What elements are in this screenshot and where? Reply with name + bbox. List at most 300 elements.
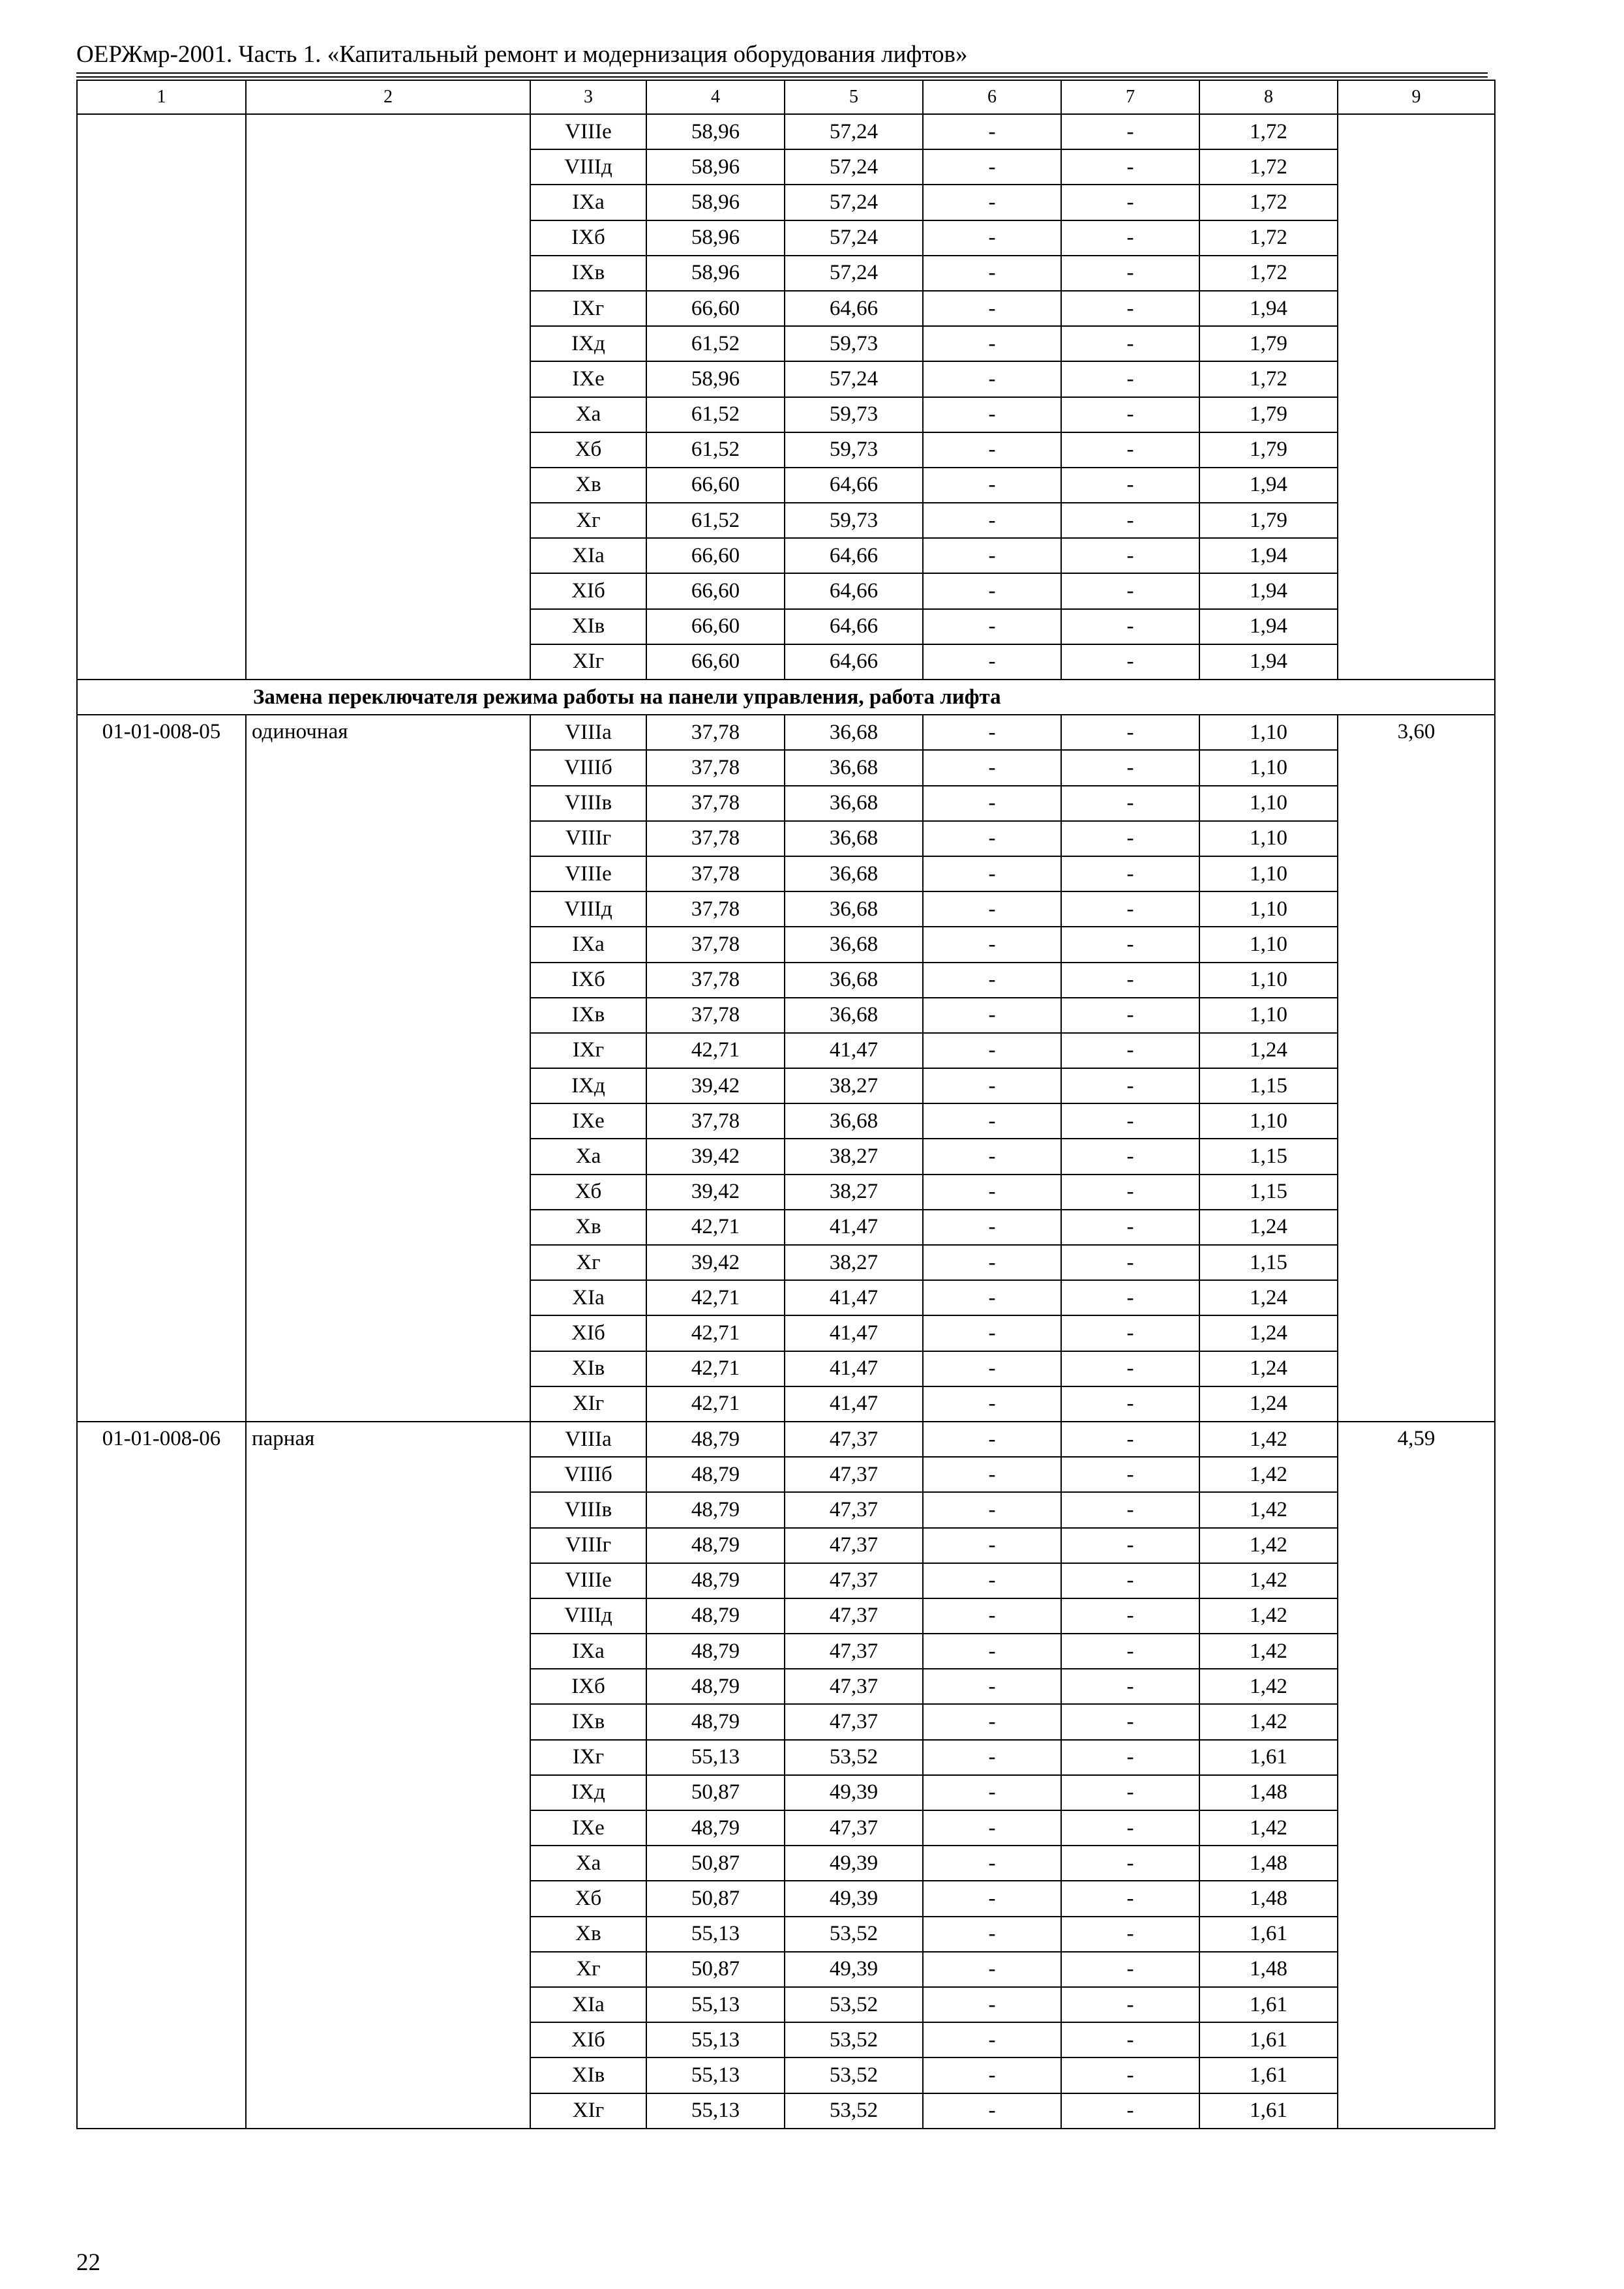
machines-cell: - <box>923 1704 1061 1739</box>
materials-cell: 1,42 <box>1199 1634 1338 1669</box>
materials-cell: 1,42 <box>1199 1492 1338 1527</box>
direct-cost-cell: 50,87 <box>646 1775 785 1810</box>
machinist-wages-cell: - <box>1061 1775 1199 1810</box>
materials-cell: 1,94 <box>1199 573 1338 608</box>
section-title: Замена переключателя режима работы на панели управления, работа лифта <box>77 680 1495 715</box>
machines-cell: - <box>923 397 1061 432</box>
machinist-wages-cell: - <box>1061 2093 1199 2129</box>
direct-cost-cell: 39,42 <box>646 1139 785 1174</box>
zone-cell: VIIIг <box>530 821 646 856</box>
zone-cell: VIIIв <box>530 786 646 821</box>
header-rule-double <box>76 76 1488 78</box>
materials-cell: 1,10 <box>1199 927 1338 962</box>
machinist-wages-cell: - <box>1061 1245 1199 1280</box>
wages-cell: 41,47 <box>785 1386 923 1422</box>
direct-cost-cell: 55,13 <box>646 2093 785 2129</box>
column-number: 2 <box>246 80 530 114</box>
wages-cell: 38,27 <box>785 1139 923 1174</box>
machinist-wages-cell: - <box>1061 715 1199 750</box>
machines-cell: - <box>923 1139 1061 1174</box>
wages-cell: 49,39 <box>785 1952 923 1987</box>
zone-cell: IXе <box>530 1103 646 1139</box>
machines-cell: - <box>923 963 1061 998</box>
machinist-wages-cell: - <box>1061 538 1199 573</box>
code-cell: 01-01-008-06 <box>77 1422 246 2129</box>
machinist-wages-cell: - <box>1061 1846 1199 1881</box>
wages-cell: 41,47 <box>785 1315 923 1351</box>
zone-cell: VIIIб <box>530 750 646 785</box>
direct-cost-cell: 37,78 <box>646 963 785 998</box>
zone-cell: IXд <box>530 326 646 361</box>
wages-cell: 41,47 <box>785 1210 923 1245</box>
materials-cell: 1,61 <box>1199 2022 1338 2057</box>
col9-cell: 3,60 <box>1338 715 1495 1422</box>
machinist-wages-cell: - <box>1061 1952 1199 1987</box>
machinist-wages-cell: - <box>1061 750 1199 785</box>
machinist-wages-cell: - <box>1061 1139 1199 1174</box>
zone-cell: XIа <box>530 538 646 573</box>
zone-cell: Xв <box>530 1210 646 1245</box>
machines-cell: - <box>923 1033 1061 1068</box>
machinist-wages-cell: - <box>1061 1174 1199 1210</box>
machinist-wages-cell: - <box>1061 573 1199 608</box>
wages-cell: 47,37 <box>785 1563 923 1598</box>
wages-cell: 36,68 <box>785 891 923 927</box>
materials-cell: 1,48 <box>1199 1775 1338 1810</box>
direct-cost-cell: 55,13 <box>646 1740 785 1775</box>
direct-cost-cell: 58,96 <box>646 185 785 220</box>
machinist-wages-cell: - <box>1061 432 1199 468</box>
direct-cost-cell: 42,71 <box>646 1210 785 1245</box>
wages-cell: 53,52 <box>785 2093 923 2129</box>
page-number: 22 <box>76 2249 100 2276</box>
wages-cell: 53,52 <box>785 1987 923 2022</box>
wages-cell: 59,73 <box>785 397 923 432</box>
column-number: 3 <box>530 80 646 114</box>
name-cell <box>246 114 530 680</box>
machinist-wages-cell: - <box>1061 1528 1199 1563</box>
machines-cell: - <box>923 1280 1061 1315</box>
machinist-wages-cell: - <box>1061 786 1199 821</box>
wages-cell: 38,27 <box>785 1174 923 1210</box>
wages-cell: 36,68 <box>785 998 923 1033</box>
machines-cell: - <box>923 1846 1061 1881</box>
zone-cell: IXе <box>530 361 646 396</box>
machinist-wages-cell: - <box>1061 609 1199 644</box>
materials-cell: 1,10 <box>1199 998 1338 1033</box>
direct-cost-cell: 42,71 <box>646 1033 785 1068</box>
zone-cell: Xа <box>530 1139 646 1174</box>
zone-cell: Xб <box>530 1881 646 1916</box>
materials-cell: 1,72 <box>1199 361 1338 396</box>
machinist-wages-cell: - <box>1061 114 1199 149</box>
wages-cell: 36,68 <box>785 963 923 998</box>
zone-cell: IXг <box>530 1033 646 1068</box>
zone-cell: VIIIд <box>530 149 646 185</box>
materials-cell: 1,15 <box>1199 1245 1338 1280</box>
materials-cell: 1,42 <box>1199 1457 1338 1492</box>
machinist-wages-cell: - <box>1061 1457 1199 1492</box>
zone-cell: VIIIа <box>530 715 646 750</box>
direct-cost-cell: 37,78 <box>646 891 785 927</box>
machinist-wages-cell: - <box>1061 361 1199 396</box>
machines-cell: - <box>923 1917 1061 1952</box>
direct-cost-cell: 48,79 <box>646 1669 785 1704</box>
materials-cell: 1,42 <box>1199 1528 1338 1563</box>
machinist-wages-cell: - <box>1061 1810 1199 1846</box>
wages-cell: 36,68 <box>785 750 923 785</box>
direct-cost-cell: 48,79 <box>646 1563 785 1598</box>
materials-cell: 1,15 <box>1199 1068 1338 1103</box>
direct-cost-cell: 66,60 <box>646 538 785 573</box>
materials-cell: 1,79 <box>1199 432 1338 468</box>
machinist-wages-cell: - <box>1061 1280 1199 1315</box>
wages-cell: 47,37 <box>785 1634 923 1669</box>
zone-cell: IXд <box>530 1068 646 1103</box>
direct-cost-cell: 55,13 <box>646 2057 785 2093</box>
machinist-wages-cell: - <box>1061 1068 1199 1103</box>
materials-cell: 1,24 <box>1199 1033 1338 1068</box>
direct-cost-cell: 55,13 <box>646 2022 785 2057</box>
zone-cell: VIIIе <box>530 1563 646 1598</box>
machinist-wages-cell: - <box>1061 963 1199 998</box>
wages-cell: 64,66 <box>785 538 923 573</box>
direct-cost-cell: 37,78 <box>646 856 785 891</box>
wages-cell: 47,37 <box>785 1492 923 1527</box>
machinist-wages-cell: - <box>1061 326 1199 361</box>
name-cell: одиночная <box>246 715 530 1422</box>
table-row <box>77 715 1495 750</box>
zone-cell: Xв <box>530 468 646 503</box>
column-number: 1 <box>77 80 246 114</box>
zone-cell: XIб <box>530 1315 646 1351</box>
direct-cost-cell: 42,71 <box>646 1386 785 1422</box>
machinist-wages-cell: - <box>1061 468 1199 503</box>
page-header: ОЕРЖмр-2001. Часть 1. «Капитальный ремонт и модернизация оборудования лифтов» <box>76 41 968 68</box>
wages-cell: 64,66 <box>785 609 923 644</box>
zone-cell: Xб <box>530 1174 646 1210</box>
wages-cell: 47,37 <box>785 1528 923 1563</box>
wages-cell: 53,52 <box>785 1917 923 1952</box>
direct-cost-cell: 37,78 <box>646 750 785 785</box>
wages-cell: 41,47 <box>785 1280 923 1315</box>
machines-cell: - <box>923 609 1061 644</box>
machines-cell: - <box>923 114 1061 149</box>
materials-cell: 1,10 <box>1199 963 1338 998</box>
machines-cell: - <box>923 361 1061 396</box>
materials-cell: 1,72 <box>1199 220 1338 256</box>
direct-cost-cell: 66,60 <box>646 573 785 608</box>
zone-cell: XIг <box>530 1386 646 1422</box>
direct-cost-cell: 50,87 <box>646 1846 785 1881</box>
wages-cell: 47,37 <box>785 1669 923 1704</box>
wages-cell: 64,66 <box>785 291 923 326</box>
zone-cell: XIб <box>530 573 646 608</box>
column-number: 5 <box>785 80 923 114</box>
direct-cost-cell: 48,79 <box>646 1634 785 1669</box>
zone-cell: Xг <box>530 1952 646 1987</box>
machinist-wages-cell: - <box>1061 927 1199 962</box>
machinist-wages-cell: - <box>1061 1033 1199 1068</box>
column-number: 4 <box>646 80 785 114</box>
machines-cell: - <box>923 326 1061 361</box>
zone-cell: IXд <box>530 1775 646 1810</box>
machinist-wages-cell: - <box>1061 1740 1199 1775</box>
materials-cell: 1,10 <box>1199 1103 1338 1139</box>
direct-cost-cell: 39,42 <box>646 1245 785 1280</box>
direct-cost-cell: 66,60 <box>646 609 785 644</box>
materials-cell: 1,72 <box>1199 185 1338 220</box>
direct-cost-cell: 58,96 <box>646 256 785 291</box>
wages-cell: 36,68 <box>785 786 923 821</box>
materials-cell: 1,24 <box>1199 1280 1338 1315</box>
zone-cell: IXб <box>530 963 646 998</box>
machines-cell: - <box>923 644 1061 680</box>
materials-cell: 1,94 <box>1199 609 1338 644</box>
materials-cell: 1,61 <box>1199 2093 1338 2129</box>
machines-cell: - <box>923 1634 1061 1669</box>
machinist-wages-cell: - <box>1061 1492 1199 1527</box>
machinist-wages-cell: - <box>1061 1210 1199 1245</box>
direct-cost-cell: 66,60 <box>646 291 785 326</box>
direct-cost-cell: 50,87 <box>646 1881 785 1916</box>
zone-cell: VIIIб <box>530 1457 646 1492</box>
wages-cell: 47,37 <box>785 1810 923 1846</box>
direct-cost-cell: 58,96 <box>646 220 785 256</box>
materials-cell: 1,61 <box>1199 2057 1338 2093</box>
wages-cell: 57,24 <box>785 361 923 396</box>
materials-cell: 1,42 <box>1199 1598 1338 1634</box>
wages-cell: 59,73 <box>785 503 923 538</box>
zone-cell: Xа <box>530 397 646 432</box>
machines-cell: - <box>923 1174 1061 1210</box>
wages-cell: 53,52 <box>785 2022 923 2057</box>
zone-cell: Xг <box>530 1245 646 1280</box>
machines-cell: - <box>923 821 1061 856</box>
direct-cost-cell: 66,60 <box>646 468 785 503</box>
zone-cell: VIIIд <box>530 1598 646 1634</box>
materials-cell: 1,10 <box>1199 821 1338 856</box>
wages-cell: 57,24 <box>785 185 923 220</box>
wages-cell: 53,52 <box>785 1740 923 1775</box>
wages-cell: 64,66 <box>785 468 923 503</box>
machines-cell: - <box>923 1563 1061 1598</box>
machines-cell: - <box>923 998 1061 1033</box>
zone-cell: XIа <box>530 1280 646 1315</box>
materials-cell: 1,72 <box>1199 149 1338 185</box>
zone-cell: XIв <box>530 1351 646 1386</box>
wages-cell: 64,66 <box>785 573 923 608</box>
machines-cell: - <box>923 1386 1061 1422</box>
wages-cell: 41,47 <box>785 1033 923 1068</box>
machines-cell: - <box>923 750 1061 785</box>
table-row <box>77 1422 1495 1457</box>
direct-cost-cell: 48,79 <box>646 1528 785 1563</box>
machines-cell: - <box>923 1351 1061 1386</box>
materials-cell: 1,94 <box>1199 644 1338 680</box>
wages-cell: 47,37 <box>785 1422 923 1457</box>
direct-cost-cell: 42,71 <box>646 1315 785 1351</box>
zone-cell: XIв <box>530 2057 646 2093</box>
wages-cell: 59,73 <box>785 326 923 361</box>
wages-cell: 59,73 <box>785 432 923 468</box>
direct-cost-cell: 48,79 <box>646 1422 785 1457</box>
materials-cell: 1,61 <box>1199 1917 1338 1952</box>
wages-cell: 36,68 <box>785 821 923 856</box>
code-cell <box>77 114 246 680</box>
zone-cell: XIг <box>530 644 646 680</box>
machinist-wages-cell: - <box>1061 185 1199 220</box>
wages-cell: 64,66 <box>785 644 923 680</box>
materials-cell: 1,61 <box>1199 1987 1338 2022</box>
wages-cell: 53,52 <box>785 2057 923 2093</box>
wages-cell: 36,68 <box>785 927 923 962</box>
machinist-wages-cell: - <box>1061 1598 1199 1634</box>
direct-cost-cell: 58,96 <box>646 149 785 185</box>
direct-cost-cell: 48,79 <box>646 1492 785 1527</box>
direct-cost-cell: 58,96 <box>646 114 785 149</box>
machines-cell: - <box>923 220 1061 256</box>
direct-cost-cell: 48,79 <box>646 1598 785 1634</box>
materials-cell: 1,10 <box>1199 750 1338 785</box>
wages-cell: 49,39 <box>785 1775 923 1810</box>
wages-cell: 47,37 <box>785 1598 923 1634</box>
machinist-wages-cell: - <box>1061 1422 1199 1457</box>
machines-cell: - <box>923 185 1061 220</box>
machines-cell: - <box>923 1881 1061 1916</box>
zone-cell: XIа <box>530 1987 646 2022</box>
machines-cell: - <box>923 2093 1061 2129</box>
machinist-wages-cell: - <box>1061 256 1199 291</box>
column-number: 7 <box>1061 80 1199 114</box>
wages-cell: 49,39 <box>785 1881 923 1916</box>
machinist-wages-cell: - <box>1061 891 1199 927</box>
wages-cell: 57,24 <box>785 149 923 185</box>
materials-cell: 1,48 <box>1199 1846 1338 1881</box>
machinist-wages-cell: - <box>1061 1917 1199 1952</box>
zone-cell: IXв <box>530 998 646 1033</box>
column-number: 9 <box>1338 80 1495 114</box>
materials-cell: 1,42 <box>1199 1669 1338 1704</box>
zone-cell: IXв <box>530 1704 646 1739</box>
materials-cell: 1,48 <box>1199 1952 1338 1987</box>
materials-cell: 1,42 <box>1199 1563 1338 1598</box>
col9-cell: 4,59 <box>1338 1422 1495 2129</box>
direct-cost-cell: 37,78 <box>646 786 785 821</box>
direct-cost-cell: 61,52 <box>646 397 785 432</box>
table-row <box>77 114 1495 149</box>
wages-cell: 36,68 <box>785 715 923 750</box>
machines-cell: - <box>923 1245 1061 1280</box>
materials-cell: 1,15 <box>1199 1139 1338 1174</box>
machines-cell: - <box>923 891 1061 927</box>
direct-cost-cell: 50,87 <box>646 1952 785 1987</box>
machines-cell: - <box>923 256 1061 291</box>
zone-cell: XIв <box>530 609 646 644</box>
machinist-wages-cell: - <box>1061 1386 1199 1422</box>
wages-cell: 47,37 <box>785 1704 923 1739</box>
direct-cost-cell: 61,52 <box>646 326 785 361</box>
materials-cell: 1,72 <box>1199 256 1338 291</box>
machines-cell: - <box>923 1810 1061 1846</box>
machines-cell: - <box>923 573 1061 608</box>
rates-table-body <box>77 80 1495 2129</box>
machines-cell: - <box>923 432 1061 468</box>
col9-cell <box>1338 114 1495 680</box>
direct-cost-cell: 37,78 <box>646 927 785 962</box>
materials-cell: 1,42 <box>1199 1810 1338 1846</box>
materials-cell: 1,79 <box>1199 503 1338 538</box>
machinist-wages-cell: - <box>1061 149 1199 185</box>
machinist-wages-cell: - <box>1061 1634 1199 1669</box>
column-number: 8 <box>1199 80 1338 114</box>
machinist-wages-cell: - <box>1061 2057 1199 2093</box>
machines-cell: - <box>923 149 1061 185</box>
direct-cost-cell: 37,78 <box>646 1103 785 1139</box>
machinist-wages-cell: - <box>1061 856 1199 891</box>
materials-cell: 1,42 <box>1199 1422 1338 1457</box>
machines-cell: - <box>923 503 1061 538</box>
direct-cost-cell: 37,78 <box>646 715 785 750</box>
materials-cell: 1,42 <box>1199 1704 1338 1739</box>
materials-cell: 1,94 <box>1199 468 1338 503</box>
machines-cell: - <box>923 786 1061 821</box>
zone-cell: VIIIв <box>530 1492 646 1527</box>
zone-cell: IXа <box>530 1634 646 1669</box>
machinist-wages-cell: - <box>1061 1351 1199 1386</box>
materials-cell: 1,10 <box>1199 856 1338 891</box>
column-number-row <box>77 80 1495 114</box>
zone-cell: IXа <box>530 927 646 962</box>
machinist-wages-cell: - <box>1061 1704 1199 1739</box>
materials-cell: 1,79 <box>1199 397 1338 432</box>
materials-cell: 1,94 <box>1199 538 1338 573</box>
direct-cost-cell: 48,79 <box>646 1810 785 1846</box>
wages-cell: 57,24 <box>785 114 923 149</box>
machines-cell: - <box>923 1315 1061 1351</box>
name-cell: парная <box>246 1422 530 2129</box>
direct-cost-cell: 66,60 <box>646 644 785 680</box>
direct-cost-cell: 48,79 <box>646 1457 785 1492</box>
machines-cell: - <box>923 2022 1061 2057</box>
machines-cell: - <box>923 2057 1061 2093</box>
direct-cost-cell: 58,96 <box>646 361 785 396</box>
zone-cell: Xв <box>530 1917 646 1952</box>
machines-cell: - <box>923 1952 1061 1987</box>
machinist-wages-cell: - <box>1061 998 1199 1033</box>
direct-cost-cell: 61,52 <box>646 432 785 468</box>
machines-cell: - <box>923 1775 1061 1810</box>
zone-cell: IXв <box>530 256 646 291</box>
machinist-wages-cell: - <box>1061 220 1199 256</box>
machines-cell: - <box>923 291 1061 326</box>
machinist-wages-cell: - <box>1061 291 1199 326</box>
materials-cell: 1,24 <box>1199 1386 1338 1422</box>
wages-cell: 38,27 <box>785 1068 923 1103</box>
machines-cell: - <box>923 1492 1061 1527</box>
materials-cell: 1,79 <box>1199 326 1338 361</box>
machines-cell: - <box>923 1103 1061 1139</box>
direct-cost-cell: 42,71 <box>646 1351 785 1386</box>
machinist-wages-cell: - <box>1061 821 1199 856</box>
machines-cell: - <box>923 468 1061 503</box>
zone-cell: VIIIа <box>530 1422 646 1457</box>
machinist-wages-cell: - <box>1061 1563 1199 1598</box>
materials-cell: 1,48 <box>1199 1881 1338 1916</box>
machines-cell: - <box>923 1210 1061 1245</box>
direct-cost-cell: 55,13 <box>646 1917 785 1952</box>
wages-cell: 57,24 <box>785 220 923 256</box>
